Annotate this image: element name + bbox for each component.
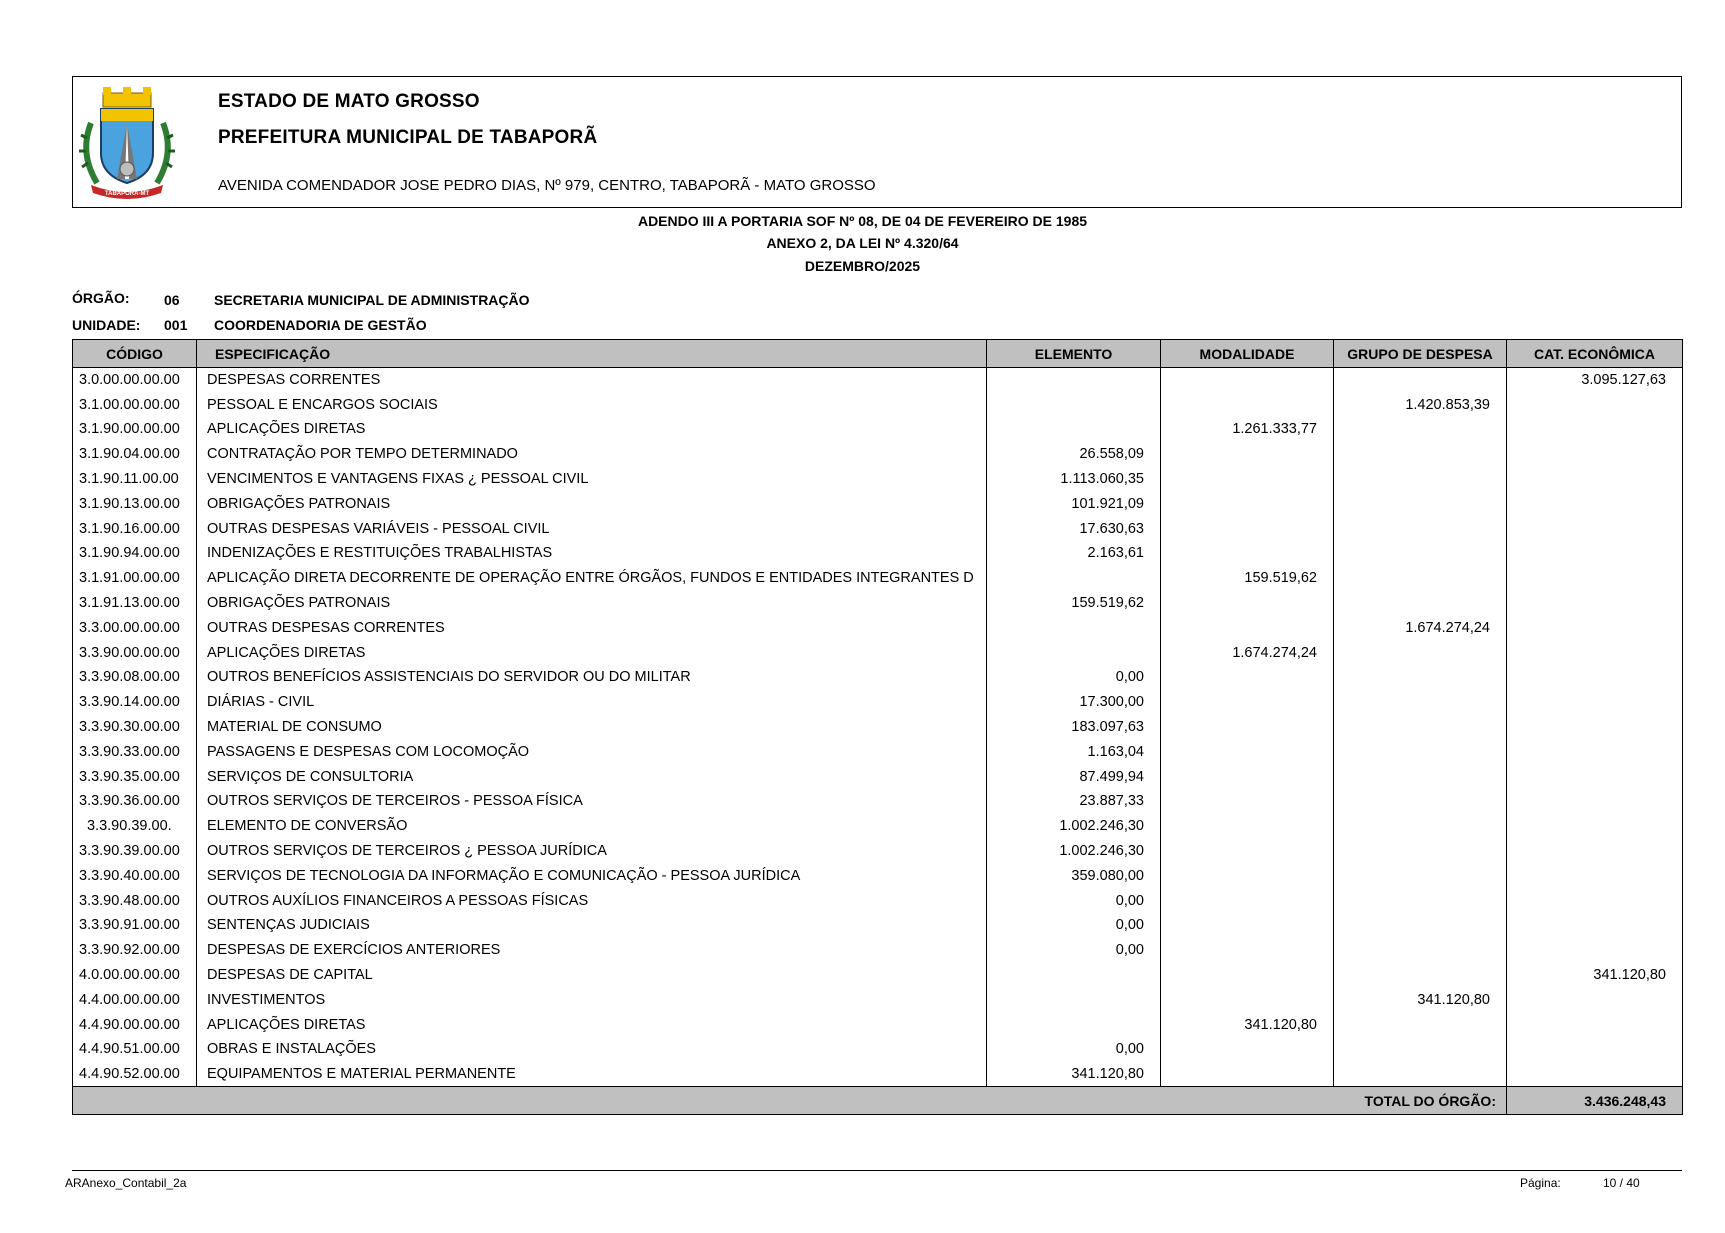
- orgao-name: SECRETARIA MUNICIPAL DE ADMINISTRAÇÃO: [214, 292, 530, 308]
- cell-modalidade: [1161, 467, 1334, 492]
- cell-codigo: 3.3.90.40.00.00: [73, 863, 197, 888]
- cell-grupo-de-despesa: [1334, 814, 1507, 839]
- cell-cat-economica: [1507, 888, 1683, 913]
- table-row: [73, 640, 1683, 665]
- cell-cat-economica: [1507, 789, 1683, 814]
- cell-modalidade: 341.120,80: [1161, 1012, 1334, 1037]
- cell-grupo-de-despesa: [1334, 764, 1507, 789]
- cell-grupo-de-despesa: [1334, 1012, 1507, 1037]
- cell-grupo-de-despesa: [1334, 665, 1507, 690]
- cell-codigo: 4.4.90.52.00.00: [73, 1062, 197, 1087]
- cell-cat-economica: [1507, 863, 1683, 888]
- cell-grupo-de-despesa: [1334, 491, 1507, 516]
- cell-grupo-de-despesa: [1334, 541, 1507, 566]
- cell-especificacao: CONTRATAÇÃO POR TEMPO DETERMINADO: [197, 442, 987, 467]
- table-row: [73, 690, 1683, 715]
- cell-cat-economica: [1507, 491, 1683, 516]
- table-row: [73, 987, 1683, 1012]
- table-row: [73, 963, 1683, 988]
- cell-elemento: 359.080,00: [987, 863, 1161, 888]
- cell-elemento: 0,00: [987, 913, 1161, 938]
- cell-elemento: [987, 1012, 1161, 1037]
- cell-grupo-de-despesa: [1334, 467, 1507, 492]
- cell-codigo: 4.0.00.00.00.00: [73, 963, 197, 988]
- cell-elemento: 1.163,04: [987, 739, 1161, 764]
- cell-especificacao: VENCIMENTOS E VANTAGENS FIXAS ¿ PESSOAL CIVIL: [197, 467, 987, 492]
- prefecture-name: PREFEITURA MUNICIPAL DE TABAPORÃ: [218, 127, 598, 148]
- table-row: [73, 665, 1683, 690]
- cell-especificacao: OUTROS SERVIÇOS DE TERCEIROS ¿ PESSOA JURÍDICA: [197, 839, 987, 864]
- cell-elemento: [987, 566, 1161, 591]
- cell-grupo-de-despesa: [1334, 417, 1507, 442]
- cell-elemento: [987, 417, 1161, 442]
- cell-modalidade: [1161, 442, 1334, 467]
- cell-especificacao: PESSOAL E ENCARGOS SOCIAIS: [197, 392, 987, 417]
- cell-grupo-de-despesa: [1334, 863, 1507, 888]
- cell-cat-economica: [1507, 715, 1683, 740]
- cell-especificacao: APLICAÇÕES DIRETAS: [197, 640, 987, 665]
- cell-modalidade: [1161, 938, 1334, 963]
- cell-modalidade: [1161, 615, 1334, 640]
- cell-modalidade: [1161, 392, 1334, 417]
- column-header-codigo: CÓDIGO: [73, 340, 197, 368]
- cell-especificacao: SERVIÇOS DE TECNOLOGIA DA INFORMAÇÃO E COMUNICAÇÃO - PESSOA JURÍDICA: [197, 863, 987, 888]
- cell-especificacao: APLICAÇÃO DIRETA DECORRENTE DE OPERAÇÃO ENTRE ÓRGÃOS, FUNDOS E ENTIDADES INTEGRANTES D: [197, 566, 987, 591]
- cell-elemento: 0,00: [987, 938, 1161, 963]
- column-header-especificacao: ESPECIFICAÇÃO: [197, 340, 987, 368]
- cell-grupo-de-despesa: [1334, 839, 1507, 864]
- cell-especificacao: DESPESAS DE CAPITAL: [197, 963, 987, 988]
- cell-especificacao: APLICAÇÕES DIRETAS: [197, 1012, 987, 1037]
- cell-cat-economica: [1507, 739, 1683, 764]
- cell-modalidade: [1161, 541, 1334, 566]
- cell-elemento: [987, 615, 1161, 640]
- cell-codigo: 3.3.90.30.00.00: [73, 715, 197, 740]
- cell-especificacao: OBRAS E INSTALAÇÕES: [197, 1037, 987, 1062]
- cell-elemento: 183.097,63: [987, 715, 1161, 740]
- cell-codigo: 3.3.90.08.00.00: [73, 665, 197, 690]
- cell-grupo-de-despesa: [1334, 1037, 1507, 1062]
- table-row: [73, 442, 1683, 467]
- cell-especificacao: OUTRAS DESPESAS VARIÁVEIS - PESSOAL CIVIL: [197, 516, 987, 541]
- footer-divider: [72, 1170, 1682, 1171]
- cell-codigo: 3.1.90.13.00.00: [73, 491, 197, 516]
- prefecture-address: AVENIDA COMENDADOR JOSE PEDRO DIAS, Nº 979, CENTRO, TABAPORÃ - MATO GROSSO: [218, 177, 876, 194]
- cell-modalidade: [1161, 491, 1334, 516]
- column-header-elemento: ELEMENTO: [987, 340, 1161, 368]
- table-row: [73, 1062, 1683, 1087]
- cell-cat-economica: [1507, 516, 1683, 541]
- cell-modalidade: [1161, 888, 1334, 913]
- cell-codigo: 3.3.90.35.00.00: [73, 764, 197, 789]
- cell-cat-economica: [1507, 615, 1683, 640]
- state-name: ESTADO DE MATO GROSSO: [218, 91, 480, 112]
- cell-especificacao: OUTRAS DESPESAS CORRENTES: [197, 615, 987, 640]
- cell-modalidade: [1161, 591, 1334, 616]
- cell-especificacao: DESPESAS DE EXERCÍCIOS ANTERIORES: [197, 938, 987, 963]
- table-row: [73, 1012, 1683, 1037]
- cell-modalidade: [1161, 987, 1334, 1012]
- cell-elemento: 1.002.246,30: [987, 839, 1161, 864]
- unidade-label: UNIDADE:: [72, 317, 141, 333]
- cell-modalidade: [1161, 963, 1334, 988]
- cell-grupo-de-despesa: [1334, 516, 1507, 541]
- cell-codigo: 3.1.90.94.00.00: [73, 541, 197, 566]
- cell-elemento: 23.887,33: [987, 789, 1161, 814]
- cell-cat-economica: [1507, 814, 1683, 839]
- cell-codigo: 3.3.90.36.00.00: [73, 789, 197, 814]
- cell-cat-economica: [1507, 938, 1683, 963]
- cell-grupo-de-despesa: 1.420.853,39: [1334, 392, 1507, 417]
- table-row: [73, 541, 1683, 566]
- cell-grupo-de-despesa: [1334, 1062, 1507, 1087]
- cell-grupo-de-despesa: 1.674.274,24: [1334, 615, 1507, 640]
- cell-cat-economica: 3.095.127,63: [1507, 368, 1683, 393]
- table-header-row: [73, 340, 1683, 368]
- cell-grupo-de-despesa: [1334, 442, 1507, 467]
- cell-grupo-de-despesa: [1334, 789, 1507, 814]
- cell-modalidade: [1161, 863, 1334, 888]
- cell-cat-economica: [1507, 566, 1683, 591]
- cell-modalidade: [1161, 814, 1334, 839]
- cell-elemento: 26.558,09: [987, 442, 1161, 467]
- table-row: [73, 368, 1683, 393]
- cell-especificacao: MATERIAL DE CONSUMO: [197, 715, 987, 740]
- svg-text:TABAPORÃ-MT: TABAPORÃ-MT: [104, 191, 150, 197]
- column-header-modalidade: MODALIDADE: [1161, 340, 1334, 368]
- total-value: 3.436.248,43: [1507, 1087, 1683, 1115]
- cell-modalidade: [1161, 739, 1334, 764]
- orgao-label: ÓRGÃO:: [72, 290, 130, 306]
- cell-elemento: 159.519,62: [987, 591, 1161, 616]
- cell-grupo-de-despesa: [1334, 690, 1507, 715]
- cell-modalidade: [1161, 516, 1334, 541]
- cell-grupo-de-despesa: [1334, 591, 1507, 616]
- column-header-cat-economica: CAT. ECONÔMICA: [1507, 340, 1683, 368]
- cell-elemento: 1.113.060,35: [987, 467, 1161, 492]
- cell-cat-economica: [1507, 1062, 1683, 1087]
- cell-modalidade: [1161, 789, 1334, 814]
- cell-especificacao: PASSAGENS E DESPESAS COM LOCOMOÇÃO: [197, 739, 987, 764]
- cell-modalidade: [1161, 368, 1334, 393]
- table-row: [73, 417, 1683, 442]
- cell-codigo: 4.4.90.00.00.00: [73, 1012, 197, 1037]
- cell-grupo-de-despesa: 341.120,80: [1334, 987, 1507, 1012]
- cell-grupo-de-despesa: [1334, 938, 1507, 963]
- cell-codigo: 3.1.91.00.00.00: [73, 566, 197, 591]
- table-row: [73, 467, 1683, 492]
- cell-grupo-de-despesa: [1334, 715, 1507, 740]
- cell-elemento: [987, 640, 1161, 665]
- table-row: [73, 516, 1683, 541]
- cell-modalidade: [1161, 715, 1334, 740]
- table-row: [73, 392, 1683, 417]
- column-header-grupo-de-despesa: GRUPO DE DESPESA: [1334, 340, 1507, 368]
- cell-especificacao: SENTENÇAS JUDICIAIS: [197, 913, 987, 938]
- cell-cat-economica: [1507, 591, 1683, 616]
- unidade-code: 001: [164, 317, 188, 333]
- cell-especificacao: OUTROS AUXÍLIOS FINANCEIROS A PESSOAS FÍSICAS: [197, 888, 987, 913]
- cell-codigo: 3.1.00.00.00.00: [73, 392, 197, 417]
- table-row: [73, 814, 1683, 839]
- cell-codigo: 3.3.90.48.00.00: [73, 888, 197, 913]
- cell-elemento: 0,00: [987, 888, 1161, 913]
- cell-especificacao: INVESTIMENTOS: [197, 987, 987, 1012]
- page-label: Página:: [1520, 1176, 1561, 1190]
- cell-especificacao: INDENIZAÇÕES E RESTITUIÇÕES TRABALHISTAS: [197, 541, 987, 566]
- cell-modalidade: 159.519,62: [1161, 566, 1334, 591]
- cell-codigo: 3.3.90.91.00.00: [73, 913, 197, 938]
- cell-codigo: 3.0.00.00.00.00: [73, 368, 197, 393]
- unidade-name: COORDENADORIA DE GESTÃO: [214, 317, 427, 333]
- cell-elemento: 17.630,63: [987, 516, 1161, 541]
- cell-especificacao: OBRIGAÇÕES PATRONAIS: [197, 591, 987, 616]
- table-row: [73, 888, 1683, 913]
- document-header: [72, 76, 1682, 208]
- cell-cat-economica: [1507, 541, 1683, 566]
- cell-codigo: 3.3.90.39.00.: [73, 814, 197, 839]
- cell-codigo: 3.3.90.39.00.00: [73, 839, 197, 864]
- cell-elemento: 2.163,61: [987, 541, 1161, 566]
- table-row: [73, 591, 1683, 616]
- cell-codigo: 4.4.00.00.00.00: [73, 987, 197, 1012]
- cell-elemento: 17.300,00: [987, 690, 1161, 715]
- table-row: [73, 615, 1683, 640]
- page-number: 10 / 40: [1603, 1176, 1640, 1190]
- cell-codigo: 3.3.90.92.00.00: [73, 938, 197, 963]
- cell-cat-economica: [1507, 640, 1683, 665]
- cell-grupo-de-despesa: [1334, 368, 1507, 393]
- cell-modalidade: 1.261.333,77: [1161, 417, 1334, 442]
- document-title-line1: ADENDO III A PORTARIA SOF Nº 08, DE 04 DE FEVEREIRO DE 1985: [637, 213, 1088, 229]
- document-period: DEZEMBRO/2025: [804, 258, 921, 274]
- cell-cat-economica: [1507, 1037, 1683, 1062]
- cell-cat-economica: [1507, 392, 1683, 417]
- table-row: [73, 715, 1683, 740]
- cell-modalidade: [1161, 1037, 1334, 1062]
- cell-cat-economica: [1507, 1012, 1683, 1037]
- cell-codigo: 3.1.90.11.00.00: [73, 467, 197, 492]
- total-label: TOTAL DO ÓRGÃO:: [73, 1087, 1507, 1115]
- cell-cat-economica: [1507, 913, 1683, 938]
- cell-cat-economica: [1507, 665, 1683, 690]
- table-row: [73, 863, 1683, 888]
- cell-elemento: [987, 987, 1161, 1012]
- cell-codigo: 3.1.90.16.00.00: [73, 516, 197, 541]
- cell-modalidade: [1161, 913, 1334, 938]
- cell-elemento: 0,00: [987, 665, 1161, 690]
- cell-elemento: 101.921,09: [987, 491, 1161, 516]
- cell-cat-economica: [1507, 467, 1683, 492]
- cell-elemento: 341.120,80: [987, 1062, 1161, 1087]
- cell-modalidade: [1161, 1062, 1334, 1087]
- cell-codigo: 4.4.90.51.00.00: [73, 1037, 197, 1062]
- cell-modalidade: 1.674.274,24: [1161, 640, 1334, 665]
- cell-codigo: 3.3.90.33.00.00: [73, 739, 197, 764]
- report-name: ARAnexo_Contabil_2a: [65, 1176, 187, 1190]
- cell-modalidade: [1161, 665, 1334, 690]
- table-row: [73, 764, 1683, 789]
- total-row: [73, 1087, 1683, 1115]
- cell-grupo-de-despesa: [1334, 640, 1507, 665]
- cell-especificacao: OBRIGAÇÕES PATRONAIS: [197, 491, 987, 516]
- cell-cat-economica: 341.120,80: [1507, 963, 1683, 988]
- cell-elemento: [987, 368, 1161, 393]
- cell-grupo-de-despesa: [1334, 913, 1507, 938]
- cell-especificacao: SERVIÇOS DE CONSULTORIA: [197, 764, 987, 789]
- cell-modalidade: [1161, 690, 1334, 715]
- table-row: [73, 566, 1683, 591]
- table-row: [73, 1037, 1683, 1062]
- cell-elemento: 87.499,94: [987, 764, 1161, 789]
- expense-table: [72, 339, 1683, 1115]
- cell-cat-economica: [1507, 839, 1683, 864]
- cell-codigo: 3.1.90.04.00.00: [73, 442, 197, 467]
- cell-cat-economica: [1507, 764, 1683, 789]
- cell-codigo: 3.3.00.00.00.00: [73, 615, 197, 640]
- cell-grupo-de-despesa: [1334, 888, 1507, 913]
- cell-especificacao: OUTROS SERVIÇOS DE TERCEIROS - PESSOA FÍSICA: [197, 789, 987, 814]
- document-title-line2: ANEXO 2, DA LEI Nº 4.320/64: [766, 235, 959, 251]
- table-row: [73, 938, 1683, 963]
- cell-codigo: 3.3.90.14.00.00: [73, 690, 197, 715]
- table-row: [73, 913, 1683, 938]
- cell-especificacao: APLICAÇÕES DIRETAS: [197, 417, 987, 442]
- table-row: [73, 739, 1683, 764]
- cell-elemento: [987, 392, 1161, 417]
- cell-cat-economica: [1507, 417, 1683, 442]
- table-row: [73, 789, 1683, 814]
- cell-cat-economica: [1507, 442, 1683, 467]
- cell-elemento: [987, 963, 1161, 988]
- cell-especificacao: OUTROS BENEFÍCIOS ASSISTENCIAIS DO SERVIDOR OU DO MILITAR: [197, 665, 987, 690]
- cell-cat-economica: [1507, 690, 1683, 715]
- cell-modalidade: [1161, 764, 1334, 789]
- cell-elemento: 0,00: [987, 1037, 1161, 1062]
- cell-grupo-de-despesa: [1334, 963, 1507, 988]
- table-row: [73, 839, 1683, 864]
- cell-grupo-de-despesa: [1334, 739, 1507, 764]
- cell-grupo-de-despesa: [1334, 566, 1507, 591]
- coat-of-arms-logo: [77, 83, 177, 201]
- orgao-code: 06: [164, 292, 180, 308]
- cell-especificacao: DESPESAS CORRENTES: [197, 368, 987, 393]
- cell-especificacao: EQUIPAMENTOS E MATERIAL PERMANENTE: [197, 1062, 987, 1087]
- cell-codigo: 3.1.91.13.00.00: [73, 591, 197, 616]
- cell-cat-economica: [1507, 987, 1683, 1012]
- cell-elemento: 1.002.246,30: [987, 814, 1161, 839]
- table-row: [73, 491, 1683, 516]
- cell-especificacao: DIÁRIAS - CIVIL: [197, 690, 987, 715]
- cell-codigo: 3.1.90.00.00.00: [73, 417, 197, 442]
- cell-modalidade: [1161, 839, 1334, 864]
- cell-codigo: 3.3.90.00.00.00: [73, 640, 197, 665]
- cell-especificacao: ELEMENTO DE CONVERSÃO: [197, 814, 987, 839]
